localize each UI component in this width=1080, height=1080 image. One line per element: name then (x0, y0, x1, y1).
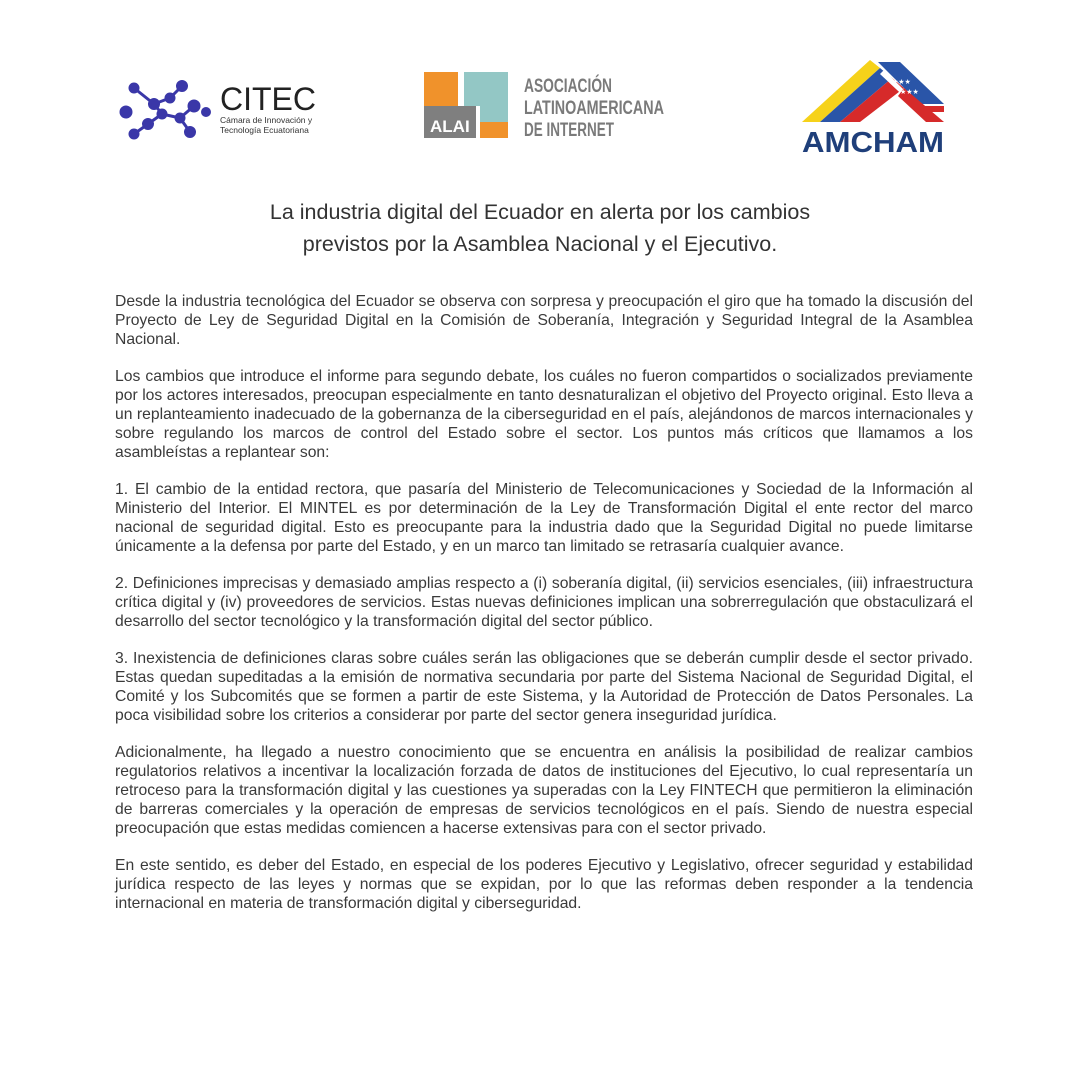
paragraph-point-3: 3. Inexistencia de definiciones claras sobre cuáles serán las obligaciones que se deberán cumplir desde el sector privado. Estas quedan supeditadas a la emisión de normativa secundaria por parte del Sistema Nacional de Seguridad Digital, el Comité y los Subcomités que se formen a partir de este Sistema, y la Autoridad de Protección de Datos Personales. La poca visibilidad sobre los criterios a considerar por parte del sector genera inseguridad jurídica. (115, 650, 973, 724)
paragraph-additional: Adicionalmente, ha llegado a nuestro conocimiento que se encuentra en análisis la posibilidad de realizar cambios regulatorios relativos a incentivar la localización forzada de datos de instituciones del Ejecutivo, lo cual representaría un retroceso para la transformación digital y las cuestiones ya superadas con la Ley FINTECH que permitieron la eliminación de barreras comerciales y la operación de empresas de servicios tecnológicos en el país. Siendo de nuestra especial preocupación que estas medidas comiencen a hacerse extensivas para con el sector privado. (115, 744, 973, 837)
paragraph-intro: Desde la industria tecnológica del Ecuador se observa con sorpresa y preocupación el giro que ha tomado la discusión del Proyecto de Ley de Seguridad Digital en la Comisión de Soberanía, Integración y Seguridad Integral de la Asamblea Nacional. (115, 293, 973, 348)
citec-logo (120, 76, 320, 144)
document-body (115, 292, 973, 931)
citec-subtitle-1: Cámara de Innovación y (220, 115, 313, 125)
amcham-logo (800, 58, 946, 159)
paragraph-context: Los cambios que introduce el informe para segundo debate, los cuáles no fueron compartidos o socializados previamente por los actores interesados, preocupan especialmente en tanto desnaturalizan el objetivo del Proyecto original. Esto lleva a un replanteamiento inadecuado de la gobernanza de la ciberseguridad en el país, alejándonos de marcos internacionales y sobre regulando los marcos de control del Estado sobre el sector. Los puntos más críticos que llamamos a los asambleístas a replantear son: (115, 368, 973, 461)
document-title (140, 196, 940, 260)
alai-blocks-icon (424, 72, 508, 138)
citec-name: CITEC (220, 81, 316, 117)
title-line-1: La industria digital del Ecuador en alerta por los cambios (269, 200, 811, 224)
svg-text:★★★: ★★★ (892, 79, 911, 86)
paragraph-point-2: 2. Definiciones imprecisas y demasiado amplias respecto a (i) soberanía digital, (ii) servicios esenciales, (iii) infraestructura crítica digital y (iv) proveedores de servicios. Estas nuevas definiciones implican una sobrerregulación que obstaculizará el desarrollo del sector tecnológico y la transformación digital del sector público. (115, 575, 973, 630)
alai-line-1: ASOCIACIÓN (524, 76, 646, 97)
amcham-roof-icon (802, 60, 944, 122)
alai-abbr: ALAI (430, 117, 470, 136)
paragraph-point-1: 1. El cambio de la entidad rectora, que pasaría del Ministerio de Telecomunicaciones y Sociedad de la Información al Ministerio del Interior. El MINTEL es por determinación de la Ley de Transformación Digital el ente rector del marco nacional de seguridad digital. Esto es preocupante para la industria dado que la Seguridad Digital no puede limitarse únicamente a la defensa por parte del Estado, y en un marco tan limitado se retrasaría cualquier avance. (115, 481, 973, 555)
paragraph-conclusion: En este sentido, es deber del Estado, en especial de los poderes Ejecutivo y Legislativo, ofrecer seguridad y estabilidad jurídica respecto de las leyes y normas que se expidan, por lo que las reformas deben responder a la tendencia internacional en materia de transformación digital y ciberseguridad. (115, 857, 973, 912)
logo-row (0, 0, 1080, 170)
citec-subtitle-2: Tecnología Ecuatoriana (220, 125, 309, 135)
alai-line-2: LATINOAMERICANA (524, 98, 665, 119)
alai-logo (424, 72, 674, 141)
amcham-name: AMCHAM (802, 127, 944, 159)
citec-network-icon (121, 82, 210, 139)
alai-line-3: DE INTERNET (524, 120, 615, 141)
title-line-2: previstos por la Asamblea Nacional y el Ejecutivo. (302, 232, 778, 256)
svg-text:★★★: ★★★ (900, 89, 919, 96)
